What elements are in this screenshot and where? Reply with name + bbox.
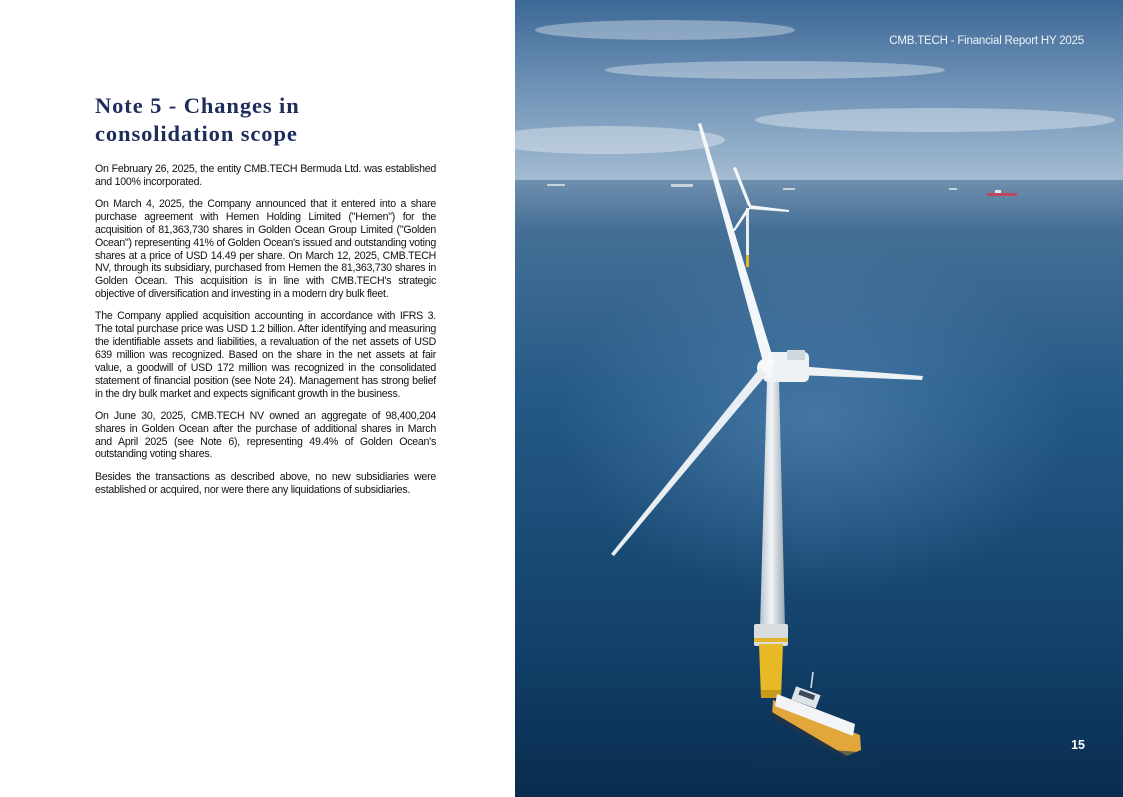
note-title-line-2: consolidation scope: [95, 121, 298, 146]
turbine-monopile: [759, 644, 783, 698]
wind-turbine-photo: [515, 0, 1123, 797]
note-title: [95, 92, 495, 148]
note-title-line-1: Note 5 - Changes in: [95, 93, 300, 118]
paragraph-1: On February 26, 2025, the entity CMB.TECH Bermuda Ltd. was established and 100% incorporated.: [95, 163, 436, 188]
paragraph-3: The Company applied acquisition accounting in accordance with IFRS 3. The total purchase price was USD 1.2 billion. After identifying and measuring the identifiable assets and liabilities, a revaluation of the net assets of USD 639 million was recognized. Based on the share in the net assets at fair value, a goodwill of USD 172 million was recognized in the consolidated statement of financial position (see Note 24). Management has strong belief in the dry bulk market and expects significant growth in the business.: [95, 310, 436, 400]
vessel-wake: [745, 750, 885, 770]
turbine-platform: [754, 624, 788, 646]
page-number: 15: [1071, 738, 1085, 752]
paragraph-2: On March 4, 2025, the Company announced that it entered into a share purchase agreement with Hemen Holding Limited ("Hemen") for the acquisition of 81,363,730 shares in Golden Ocean Group Limited ("Golden Ocean") representing 41% of Golden Ocean's issued and outstanding voting shares at a price of USD 14.49 per share. On March 12, 2025, CMB.TECH NV, through its subsidiary, purchased from Hemen the 81,363,730 shares in Golden Ocean. This acquisition is in line with CMB.TECH's strategic objective of diversification and investing in a modern dry bulk fleet.: [95, 198, 436, 301]
photo-panel: [515, 0, 1123, 797]
report-header: CMB.TECH - Financial Report HY 2025: [889, 35, 1084, 47]
text-column: [0, 0, 515, 797]
paragraph-5: Besides the transactions as described above, no new subsidiaries were established or acquired, nor were there any liquidations of subsidiaries.: [95, 470, 436, 496]
sea-glare: [555, 240, 1075, 600]
paragraph-4: On June 30, 2025, CMB.TECH NV owned an aggregate of 98,400,204 shares in Golden Ocean after the purchase of additional shares in March and April 2025 (see Note 6), representing 49.4% of Golden Ocean's outstanding voting shares.: [95, 409, 436, 461]
note-body: [95, 163, 436, 506]
